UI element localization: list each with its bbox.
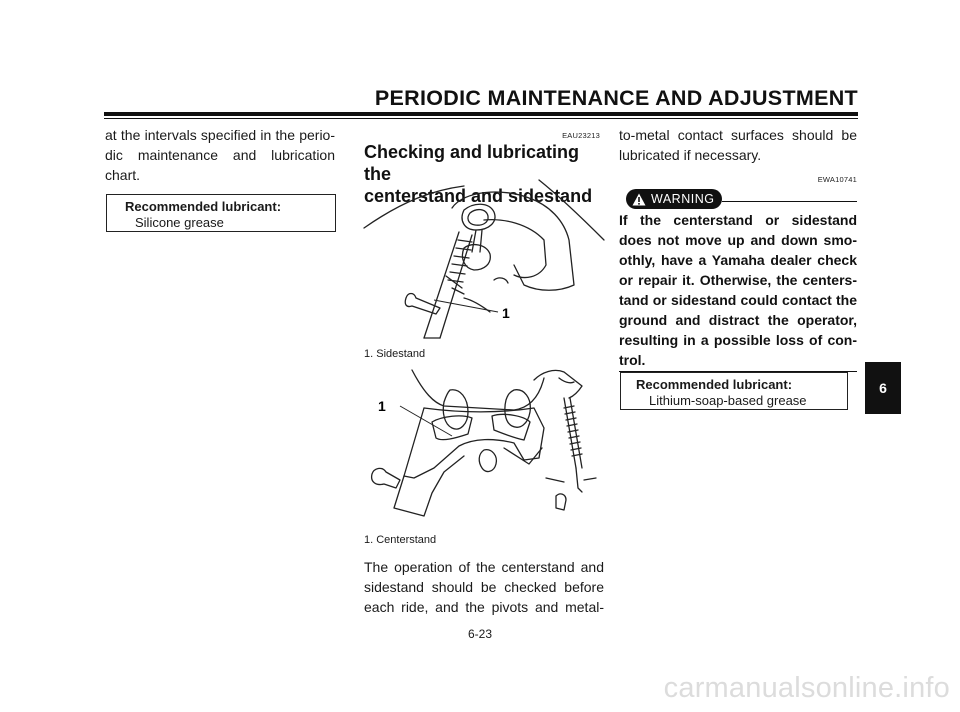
lubricant-box-value: Silicone grease: [135, 215, 224, 230]
warning-line: If the centerstand or sidestand: [619, 212, 857, 228]
text-line: dic maintenance and lubrication: [105, 147, 335, 163]
left-column-text: [105, 125, 335, 185]
lubricant-box-right: [620, 372, 848, 410]
centerstand-caption: 1. Centerstand: [364, 534, 437, 546]
warning-line: ground and distract the operator,: [619, 312, 857, 328]
sidestand-illustration: [364, 180, 604, 340]
warning-text: [619, 210, 857, 370]
header-rule-thick: [104, 112, 858, 116]
text-line: each ride, and the pivots and metal-: [364, 599, 604, 615]
page-header-title: PERIODIC MAINTENANCE AND ADJUSTMENT: [374, 86, 858, 110]
warning-line: tand or sidestand could contact the: [619, 292, 857, 308]
page-number: 6-23: [467, 627, 493, 641]
text-line: sidestand should be checked before: [364, 579, 604, 595]
text-line: at the intervals specified in the perio-: [105, 127, 335, 143]
warning-top-rule: [722, 201, 857, 202]
heading-line: Checking and lubricating the: [364, 142, 580, 184]
section-code: EAU23213: [562, 131, 600, 140]
warning-label: WARNING: [651, 192, 715, 206]
warning-badge: [626, 189, 722, 209]
sidestand-caption: 1. Sidestand: [364, 348, 426, 360]
lubricant-box-left: [106, 194, 336, 232]
heading-line: centerstand and sidestand: [364, 186, 593, 206]
lubricant-box-value: Lithium-soap-based grease: [649, 393, 807, 408]
text-line: to-metal contact surfaces should be: [619, 127, 857, 143]
centerstand-callout: 1: [378, 398, 386, 414]
sidestand-callout: 1: [502, 305, 510, 321]
watermark: carmanualsonline.info: [663, 672, 950, 704]
warning-line: or repair it. Otherwise, the centers-: [619, 272, 857, 288]
warning-exclamation-icon: [632, 193, 646, 206]
text-line: chart.: [105, 167, 141, 183]
warning-code: EWA10741: [817, 175, 857, 184]
warning-line: does not move up and down smo-: [619, 232, 857, 248]
warning-line: othly, have a Yamaha dealer check: [619, 252, 857, 268]
right-intro-text: [619, 125, 857, 165]
text-line: The operation of the centerstand and: [364, 559, 604, 575]
warning-line: trol.: [619, 352, 646, 368]
lubricant-box-title: Recommended lubricant:: [125, 199, 282, 214]
text-line: lubricated if necessary.: [619, 147, 762, 163]
header-rule-thin: [104, 118, 858, 119]
centerstand-illustration: [364, 368, 604, 518]
lubricant-box-title: Recommended lubricant:: [636, 377, 793, 392]
middle-body-text: [364, 557, 604, 617]
warning-line: resulting in a possible loss of con-: [619, 332, 857, 348]
section-tab: 6: [865, 362, 901, 414]
